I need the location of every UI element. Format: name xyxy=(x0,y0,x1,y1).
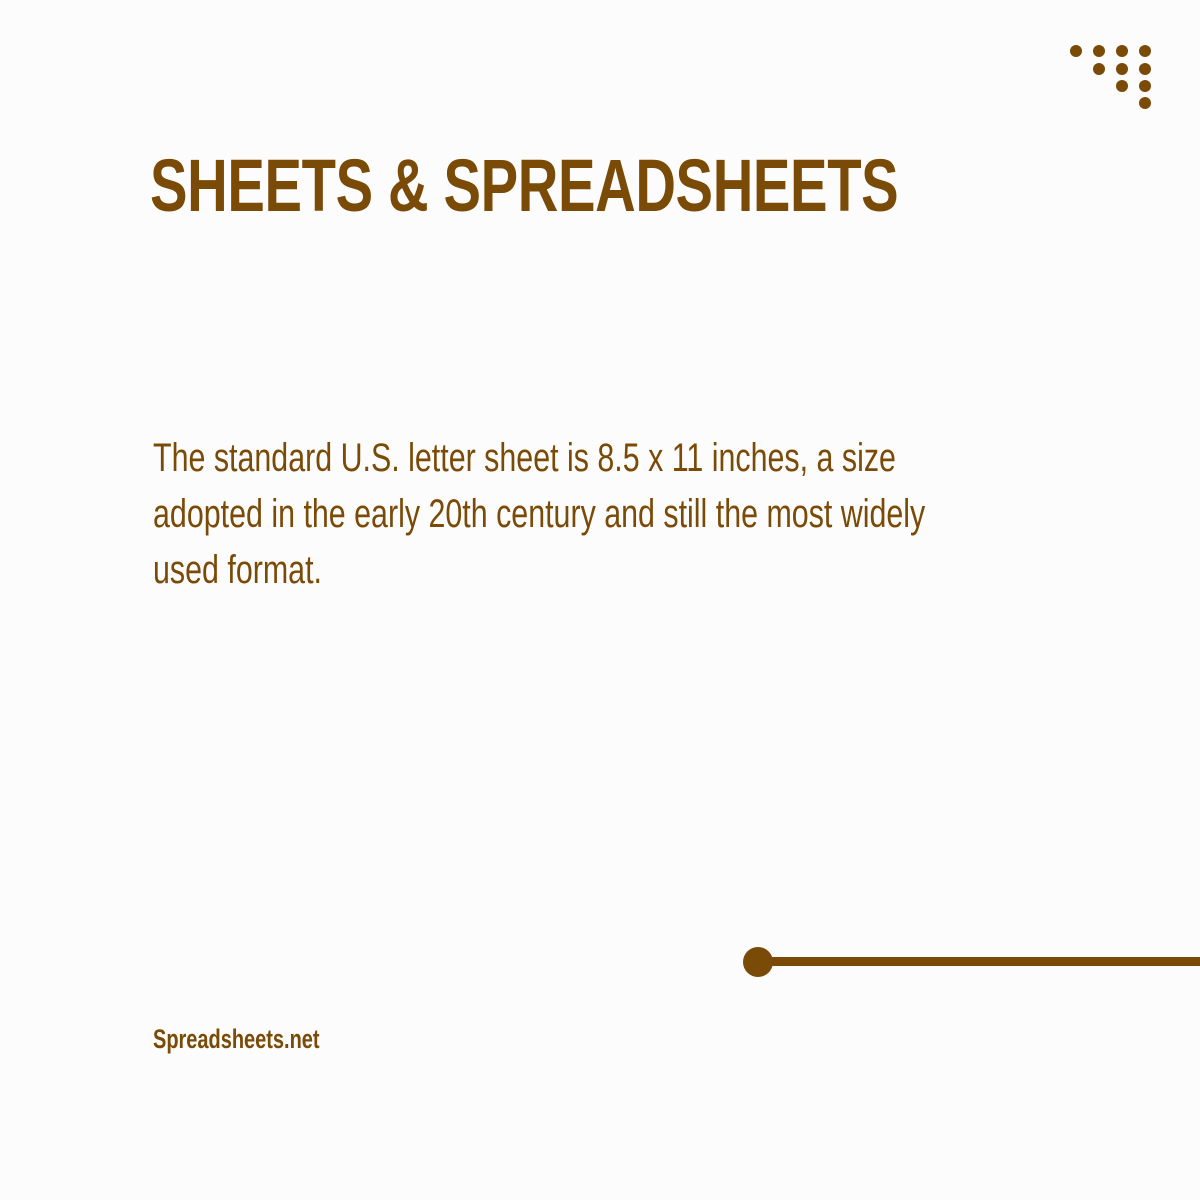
footer-brand: Spreadsheets.net xyxy=(153,1024,320,1054)
line-with-dot-icon xyxy=(738,940,1200,984)
dot-pattern-icon xyxy=(1064,40,1164,120)
page-title: SHEETS & SPREADSHEETS xyxy=(150,144,899,227)
body-text: The standard U.S. letter sheet is 8.5 x 11 inches, a size adopted in the early 20th century and still the most widely used format. xyxy=(153,436,926,592)
